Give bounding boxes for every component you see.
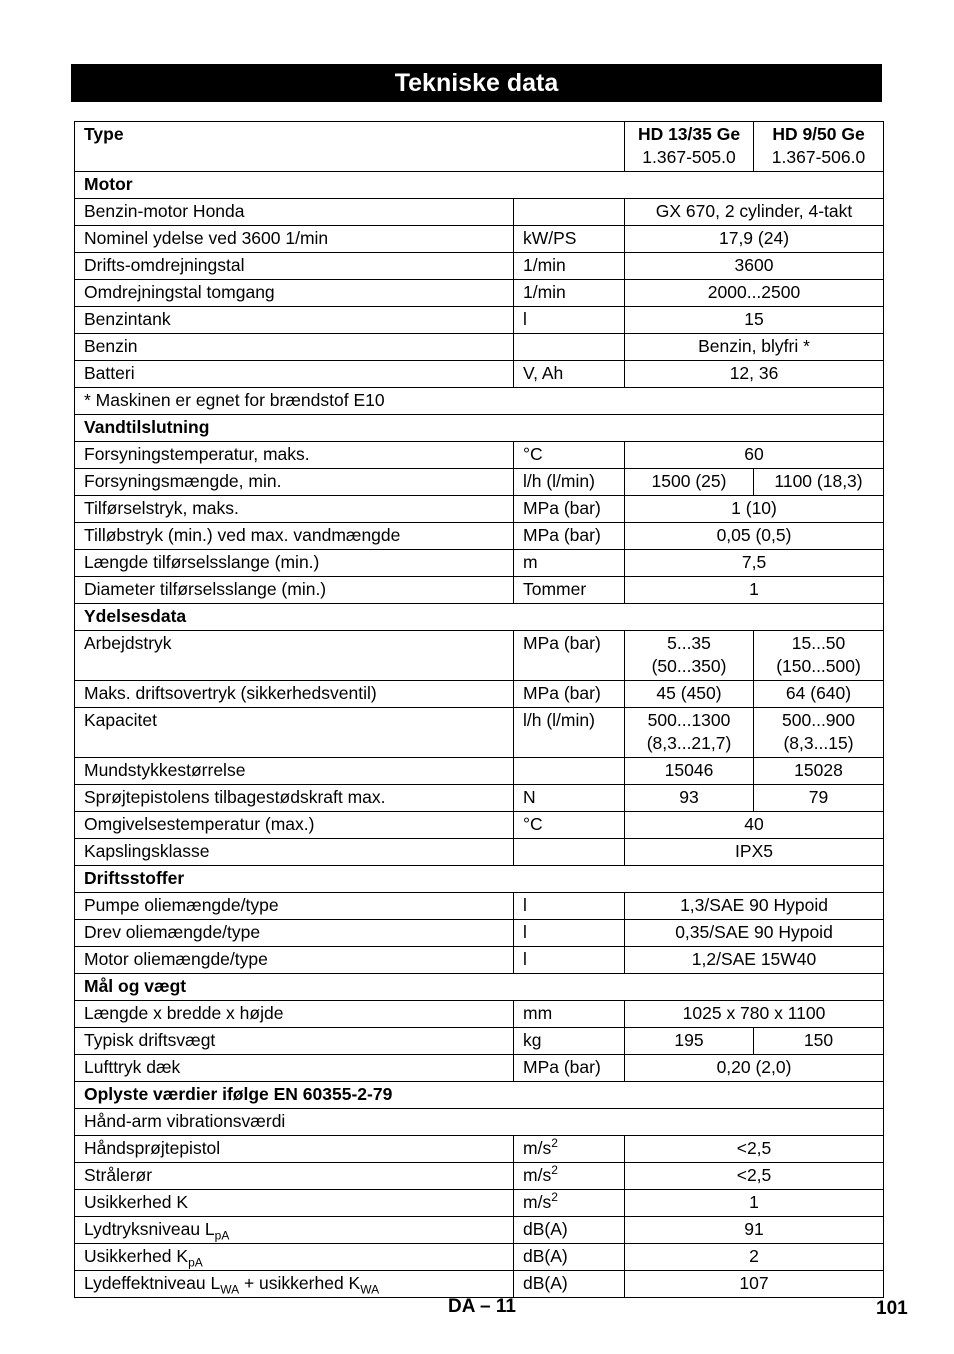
table-row: [75, 812, 884, 839]
table-row: [75, 681, 884, 708]
unit-superscript: 2: [551, 1136, 558, 1151]
table-row: [75, 361, 884, 388]
row-value-model-2: 1100 (18,3): [754, 469, 884, 496]
row-value: 12, 36: [625, 361, 884, 388]
row-unit: l/h (l/min): [514, 708, 625, 758]
label-subscript: pA: [214, 1228, 230, 1243]
row-value-model-1: 195: [625, 1028, 754, 1055]
row-value: 107: [625, 1271, 884, 1298]
row-label: Typisk driftsvægt: [75, 1028, 514, 1055]
section-heading: Motor: [75, 172, 884, 199]
unit-text: m/s: [523, 1138, 552, 1158]
section-heading: Vandtilslutning: [75, 415, 884, 442]
row-value-model-2: 15028: [754, 758, 884, 785]
row-value: 1,3/SAE 90 Hypoid: [625, 893, 884, 920]
label-text: Usikkerhed K: [84, 1246, 189, 1266]
row-unit: l: [514, 307, 625, 334]
table-row: [75, 307, 884, 334]
table-row: [75, 758, 884, 785]
table-row: [75, 631, 884, 681]
row-label: Tilløbstryk (min.) ved max. vandmængde: [75, 523, 514, 550]
row-label: Kapslingsklasse: [75, 839, 514, 866]
unit-text: m/s: [523, 1192, 552, 1212]
row-unit: dB(A): [514, 1217, 625, 1244]
fuel-note: * Maskinen er egnet for brændstof E10: [75, 388, 884, 415]
label-subscript: WA: [220, 1282, 240, 1297]
row-value: 7,5: [625, 550, 884, 577]
row-value-model-1: 15046: [625, 758, 754, 785]
row-unit: 1/min: [514, 253, 625, 280]
row-label: Benzin: [75, 334, 514, 361]
unit-superscript: 2: [551, 1190, 558, 1205]
row-value: 1025 x 780 x 1100: [625, 1001, 884, 1028]
table-row: [75, 577, 884, 604]
row-label: Arbejdstryk: [75, 631, 514, 681]
row-value: 1: [625, 1190, 884, 1217]
vibration-heading: Hånd-arm vibrationsværdi: [75, 1109, 884, 1136]
row-unit: l/h (l/min): [514, 469, 625, 496]
row-unit: MPa (bar): [514, 496, 625, 523]
table-row: [75, 785, 884, 812]
row-label: Maks. driftsovertryk (sikkerhedsventil): [75, 681, 514, 708]
table-row: [75, 442, 884, 469]
value-line: (8,3...15): [783, 733, 854, 753]
row-label: Omgivelsestemperatur (max.): [75, 812, 514, 839]
row-value: Benzin, blyfri *: [625, 334, 884, 361]
type-label: Type: [75, 122, 625, 172]
row-unit: [514, 334, 625, 361]
type-header-row: [75, 122, 884, 172]
row-unit: V, Ah: [514, 361, 625, 388]
value-line: (8,3...21,7): [646, 733, 732, 753]
note-row: [75, 388, 884, 415]
row-value-model-2: 150: [754, 1028, 884, 1055]
row-unit: N: [514, 785, 625, 812]
row-value-model-2: 79: [754, 785, 884, 812]
row-label: Pumpe oliemængde/type: [75, 893, 514, 920]
row-value-model-1: 1500 (25): [625, 469, 754, 496]
row-value: 17,9 (24): [625, 226, 884, 253]
row-label: Benzin-motor Honda: [75, 199, 514, 226]
table-row: [75, 550, 884, 577]
row-value: 2: [625, 1244, 884, 1271]
row-unit: dB(A): [514, 1271, 625, 1298]
row-value: 91: [625, 1217, 884, 1244]
row-value: <2,5: [625, 1136, 884, 1163]
row-unit: l: [514, 947, 625, 974]
table-row: [75, 1163, 884, 1190]
table-row: [75, 839, 884, 866]
row-value-model-2: [754, 631, 884, 681]
value-line: 15...50: [791, 633, 846, 653]
footer-page-code: DA – 11: [448, 1296, 516, 1317]
label-subscript: WA: [360, 1282, 380, 1297]
page-title: Tekniske data: [71, 64, 882, 102]
row-label: Længde tilførselsslange (min.): [75, 550, 514, 577]
table-row: [75, 893, 884, 920]
value-line: 500...1300: [647, 710, 731, 730]
row-value: 0,05 (0,5): [625, 523, 884, 550]
row-value: 15: [625, 307, 884, 334]
row-unit: MPa (bar): [514, 631, 625, 681]
label-text: Lydeffektniveau L: [84, 1273, 221, 1293]
table-row: [75, 334, 884, 361]
section-heading: Ydelsesdata: [75, 604, 884, 631]
model-2-name: HD 9/50 Ge: [772, 124, 865, 144]
model-1-number: 1.367-505.0: [642, 147, 736, 167]
value-line: 500...900: [782, 710, 855, 730]
row-value: <2,5: [625, 1163, 884, 1190]
row-label: [75, 1271, 514, 1298]
row-label: Motor oliemængde/type: [75, 947, 514, 974]
row-value: 60: [625, 442, 884, 469]
table-row: [75, 199, 884, 226]
row-unit: l: [514, 893, 625, 920]
table-row: [75, 469, 884, 496]
row-label: Omdrejningstal tomgang: [75, 280, 514, 307]
row-value: 2000...2500: [625, 280, 884, 307]
model-1-name: HD 13/35 Ge: [637, 124, 741, 144]
table-row: [75, 280, 884, 307]
row-unit: MPa (bar): [514, 681, 625, 708]
table-row: [75, 1136, 884, 1163]
row-value: 1: [625, 577, 884, 604]
row-label: Batteri: [75, 361, 514, 388]
model-2-header: [754, 122, 884, 172]
row-unit: Tommer: [514, 577, 625, 604]
row-label: Nominel ydelse ved 3600 1/min: [75, 226, 514, 253]
row-label: Håndsprøjtepistol: [75, 1136, 514, 1163]
row-unit: [514, 1136, 625, 1163]
row-value: 0,35/SAE 90 Hypoid: [625, 920, 884, 947]
row-value-model-2: [754, 708, 884, 758]
row-unit: [514, 1163, 625, 1190]
table-row: [75, 226, 884, 253]
model-1-header: [625, 122, 754, 172]
table-row: [75, 253, 884, 280]
row-value: 1 (10): [625, 496, 884, 523]
row-value: 40: [625, 812, 884, 839]
row-label: Sprøjtepistolens tilbagestødskraft max.: [75, 785, 514, 812]
value-line: 5...35: [667, 633, 711, 653]
row-unit: [514, 199, 625, 226]
model-2-number: 1.367-506.0: [771, 147, 866, 167]
table-row: [75, 1028, 884, 1055]
row-unit: kW/PS: [514, 226, 625, 253]
row-label: Diameter tilførselsslange (min.): [75, 577, 514, 604]
table-row: [75, 1001, 884, 1028]
table-row: [75, 496, 884, 523]
row-value-model-1: [625, 631, 754, 681]
value-line: (150...500): [776, 656, 861, 676]
table-row: [75, 1271, 884, 1298]
row-unit: mm: [514, 1001, 625, 1028]
row-label: [75, 1244, 514, 1271]
label-text: + usikkerhed K: [239, 1273, 361, 1293]
table-row: [75, 1217, 884, 1244]
row-value: GX 670, 2 cylinder, 4-takt: [625, 199, 884, 226]
label-subscript: pA: [188, 1255, 203, 1270]
row-label: Længde x bredde x højde: [75, 1001, 514, 1028]
row-label: Drifts-omdrejningstal: [75, 253, 514, 280]
row-label: Forsyningstemperatur, maks.: [75, 442, 514, 469]
table-row: [75, 708, 884, 758]
row-label: Tilførselstryk, maks.: [75, 496, 514, 523]
table-row: [75, 947, 884, 974]
row-label: Lufttryk dæk: [75, 1055, 514, 1082]
row-unit: [514, 758, 625, 785]
row-unit: dB(A): [514, 1244, 625, 1271]
row-unit: MPa (bar): [514, 523, 625, 550]
table-row: [75, 1055, 884, 1082]
row-label: Benzintank: [75, 307, 514, 334]
row-label: Kapacitet: [75, 708, 514, 758]
row-label: Mundstykkestørrelse: [75, 758, 514, 785]
page-number: 101: [876, 1298, 908, 1319]
subheading-row: [75, 1109, 884, 1136]
row-unit: l: [514, 920, 625, 947]
table-row: [75, 523, 884, 550]
tech-data-table: [74, 121, 884, 1298]
row-value: 1,2/SAE 15W40: [625, 947, 884, 974]
row-value: 3600: [625, 253, 884, 280]
section-heading: Driftsstoffer: [75, 866, 884, 893]
row-label: [75, 1217, 514, 1244]
section-heading: Mål og vægt: [75, 974, 884, 1001]
row-value: 0,20 (2,0): [625, 1055, 884, 1082]
table-row: [75, 920, 884, 947]
row-unit: MPa (bar): [514, 1055, 625, 1082]
row-label: Strålerør: [75, 1163, 514, 1190]
table-row: [75, 1244, 884, 1271]
row-unit: kg: [514, 1028, 625, 1055]
row-unit: m: [514, 550, 625, 577]
row-label: Forsyningsmængde, min.: [75, 469, 514, 496]
row-value-model-2: 64 (640): [754, 681, 884, 708]
row-label: Usikkerhed K: [75, 1190, 514, 1217]
row-value: IPX5: [625, 839, 884, 866]
unit-superscript: 2: [551, 1163, 558, 1178]
row-unit: [514, 839, 625, 866]
section-heading: Oplyste værdier ifølge EN 60355-2-79: [75, 1082, 884, 1109]
row-label: Drev oliemængde/type: [75, 920, 514, 947]
row-unit: [514, 1190, 625, 1217]
row-unit: °C: [514, 812, 625, 839]
row-value-model-1: 93: [625, 785, 754, 812]
table-row: [75, 1190, 884, 1217]
unit-text: m/s: [523, 1165, 552, 1185]
row-value-model-1: [625, 708, 754, 758]
label-text: Lydtryksniveau L: [84, 1219, 215, 1239]
row-unit: °C: [514, 442, 625, 469]
row-unit: 1/min: [514, 280, 625, 307]
row-value-model-1: 45 (450): [625, 681, 754, 708]
value-line: (50...350): [651, 656, 727, 676]
